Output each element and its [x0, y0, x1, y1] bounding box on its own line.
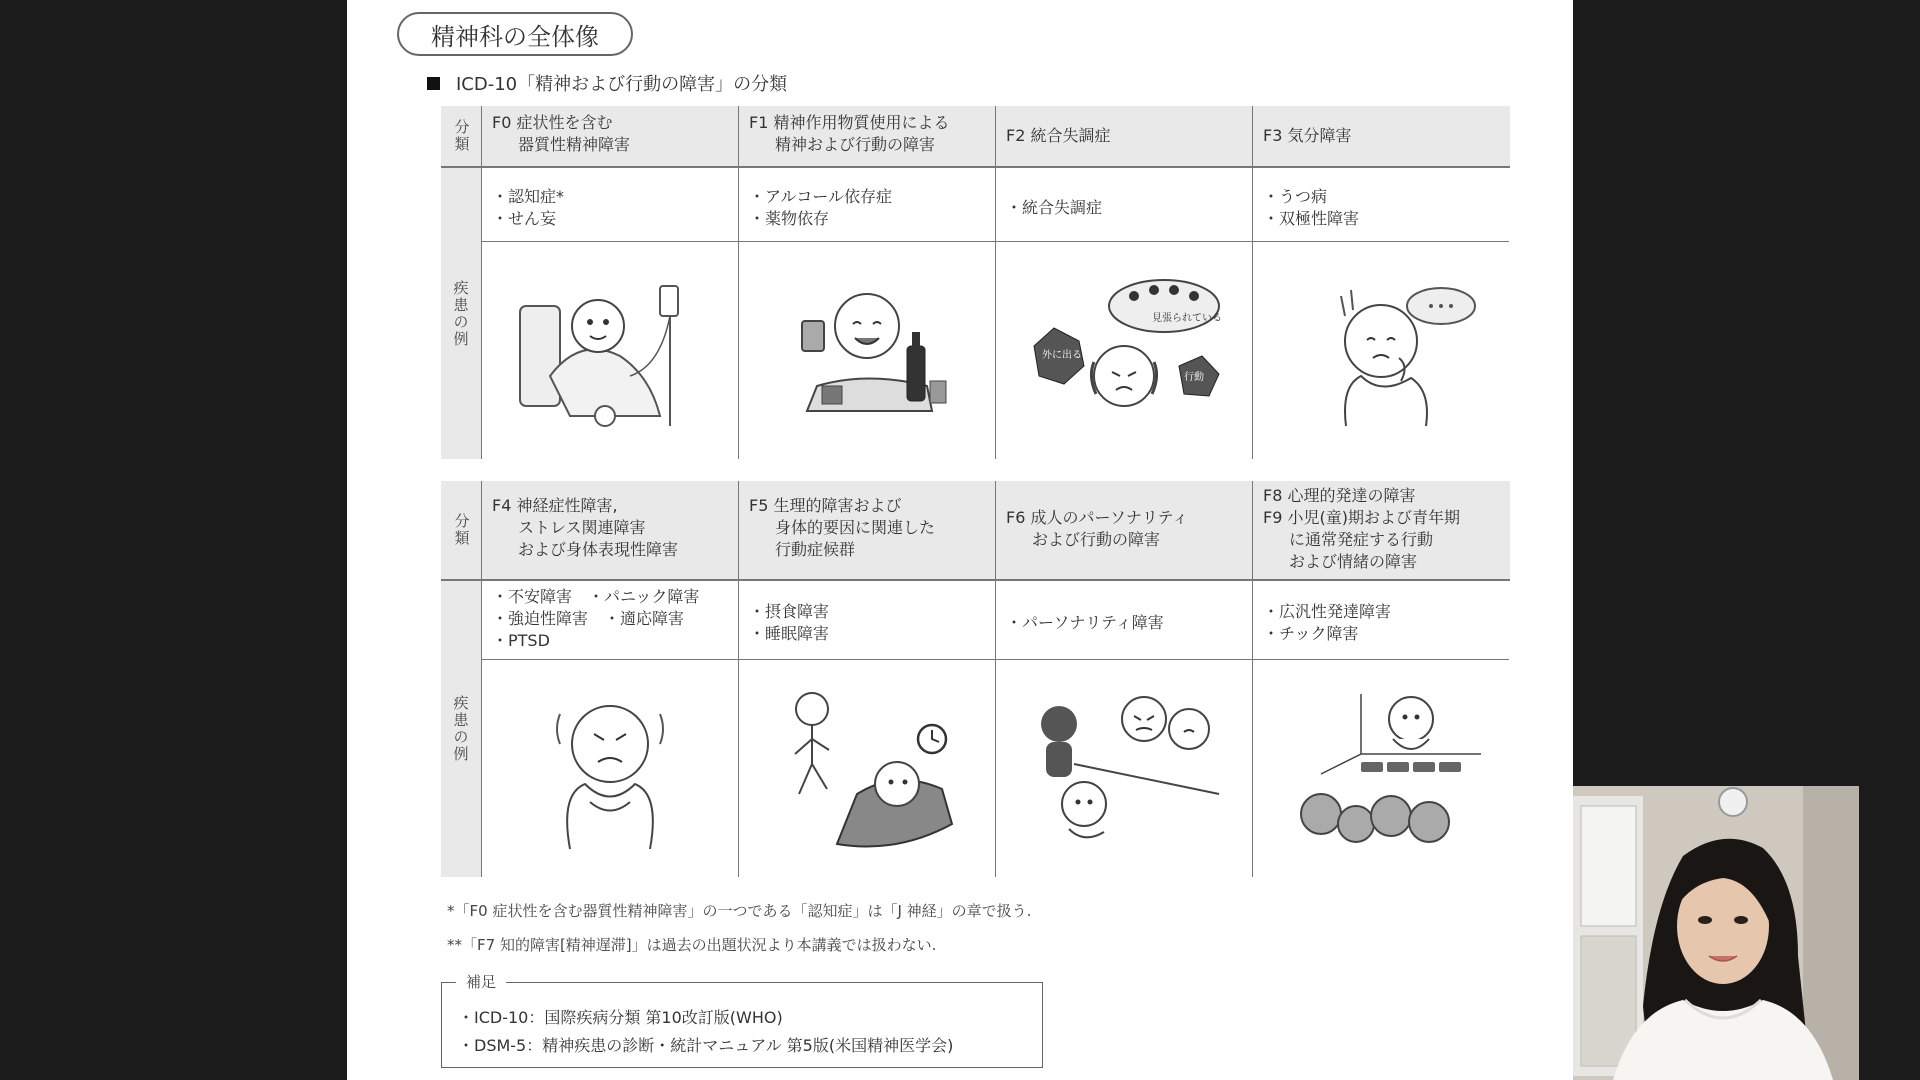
presenter-webcam: [1573, 786, 1859, 1080]
supplement-box: [441, 973, 1043, 1068]
header-f6: F6 成人のパーソナリティ および行動の障害: [995, 481, 1252, 579]
svg-text:行動: 行動: [1184, 371, 1204, 383]
examples-f5: ・摂食障害 ・睡眠障害: [738, 581, 995, 659]
classification-table-2: [441, 481, 1510, 877]
wall-clock-icon: [1719, 788, 1747, 816]
examples-f0: ・認知症* ・せん妄: [481, 168, 738, 241]
personality-illustration: [995, 660, 1252, 877]
header-f8-f9: F8 心理的発達の障害 F9 小児(童)期および青年期 に通常発症する行動 および情緒の障害: [1252, 481, 1509, 579]
svg-text:外に出るな: 外に出るな: [1042, 349, 1092, 361]
side-label-category: 分類: [441, 106, 481, 166]
side-label-examples: 疾患の例: [441, 168, 481, 459]
examples-f8-f9: ・広汎性発達障害 ・チック障害: [1252, 581, 1509, 659]
side-label-examples-2: 疾患の例: [441, 581, 481, 877]
depression-illustration: [1252, 242, 1509, 459]
drinking-illustration: [738, 242, 995, 459]
classification-table-1: [441, 106, 1510, 459]
table1-illustration-row: [481, 242, 1509, 459]
hospital-bed-illustration: [481, 242, 738, 459]
table2-illustration-row: [481, 660, 1509, 877]
table2-header-row: [441, 481, 1510, 581]
supplement-line-dsm: ・DSM-5：精神疾患の診断・統計マニュアル 第5版(米国精神医学会): [458, 1036, 954, 1055]
svg-text:見張られている: 見張られている: [1152, 312, 1222, 324]
hallucination-illustration: [995, 242, 1252, 459]
header-f2: F2 統合失調症: [995, 106, 1252, 166]
examples-f3: ・うつ病 ・双極性障害: [1252, 168, 1509, 241]
examples-f1: ・アルコール依存症 ・薬物依存: [738, 168, 995, 241]
slide-title: 精神科の全体像: [397, 12, 633, 56]
lecture-slide: [347, 0, 1573, 1080]
header-f4: F4 神経症性障害, ストレス関連障害 および身体表現性障害: [481, 481, 738, 579]
development-illustration: [1252, 660, 1509, 877]
table1-header-row: [441, 106, 1510, 168]
header-f5: F5 生理的障害および 身体的要因に関連した 行動症候群: [738, 481, 995, 579]
supplement-line-icd: ・ICD-10：国際疾病分類 第10改訂版(WHO): [458, 1008, 783, 1027]
square-bullet-icon: [427, 77, 440, 90]
side-label-category-2: 分類: [441, 481, 481, 579]
header-f3: F3 気分障害: [1252, 106, 1509, 166]
supplement-label: 補足: [456, 971, 506, 992]
sleep-illustration: [738, 660, 995, 877]
section-heading: [427, 70, 787, 96]
footnote-2: **「F7 知的障害[精神遅滞]」は過去の出題状況より本講義では扱わない.: [447, 936, 937, 954]
examples-f6: ・パーソナリティ障害: [995, 581, 1252, 659]
header-f1: F1 精神作用物質使用による 精神および行動の障害: [738, 106, 995, 166]
anxiety-illustration: [481, 660, 738, 877]
footnote-1: *「F0 症状性を含む器質性精神障害」の一つである「認知症」は「J 神経」の章で扱う.: [447, 902, 1032, 920]
heading-text: ICD-10「精神および行動の障害」の分類: [456, 74, 788, 95]
table1-example-row: [481, 168, 1509, 242]
examples-f2: ・統合失調症: [995, 168, 1252, 241]
table2-example-row: [481, 581, 1509, 660]
header-f0: F0 症状性を含む 器質性精神障害: [481, 106, 738, 166]
examples-f4: ・不安障害 ・パニック障害 ・強迫性障害 ・適応障害 ・PTSD: [481, 581, 738, 659]
